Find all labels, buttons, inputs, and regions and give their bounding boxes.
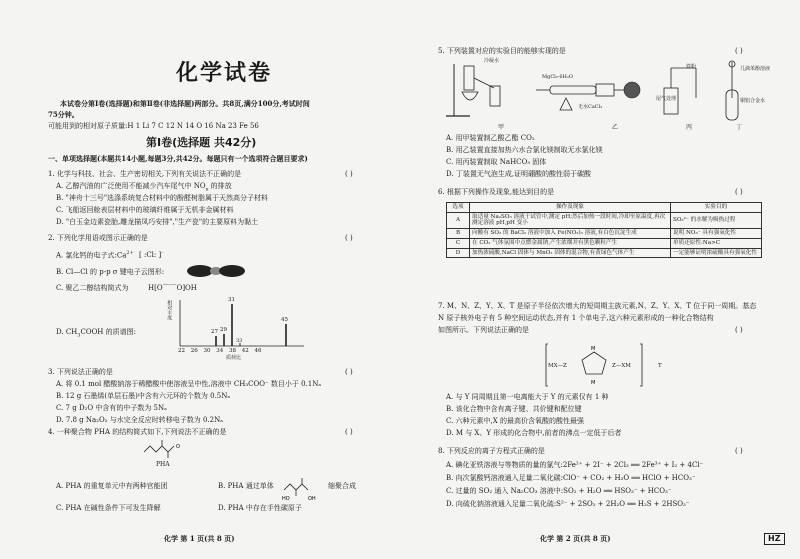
table-cell: 取适量 Na₂SO₃ 溶液于试管中,测定 pH;然后加热一段时间,冷却至原温度,再次测定溶液 pH,pH 变小 (470, 212, 671, 228)
svg-text:HO: HO (282, 496, 290, 502)
q2-option-d: D. $CH_3COOH$ 的质谱图: (56, 328, 136, 339)
q1-option-b: B. "神舟十三号"选涤系统复合材料中的酚醛树脂属于天然高分子材料 (56, 194, 269, 202)
q7-paren: ( ) (735, 326, 743, 334)
ms-label-33: 33 (236, 338, 243, 344)
fig-label-bing: 丙 (686, 124, 693, 131)
intro-line-1: 本试卷分第Ⅰ卷(选择题)和第Ⅱ卷(非选择题)两部分。共8页,满分100分,考试时间 (60, 99, 310, 108)
table-cell: 一定能够证明浓硫酸具有强氧化性 (671, 248, 762, 258)
q7-stem-2: N 原子核外电子有 5 种空间运动状态,并有 1 个单电子,这六种元素形成的一种化合物结构 (438, 314, 714, 322)
table-row (447, 212, 762, 228)
table-row (447, 229, 762, 239)
q4-option-b: B. PHA 通过单体 (218, 482, 274, 490)
q1-option-a: A. 乙醇汽油的广泛使用不能减少汽车尾气中 $NO_x$ 的排放 (56, 182, 232, 193)
q7-struct-left: MX—Z (548, 363, 567, 369)
q7-option-a: A. 与 Y 同周期且第一电离能大于 Y 的元素仅有 1 种 (446, 393, 609, 401)
q1-paren: ( ) (345, 170, 353, 178)
q5-option-a: A. 用甲装置制乙酸乙酯 CO₂ (446, 134, 535, 142)
q4-stem: 4. 一种聚合物 PHA 的结构简式如下,下列说法不正确的是 (48, 428, 227, 436)
q8-option-c: C. 过量的 SO₂ 通入 Na₂CO₃ 溶液中:SO₂ + H₂O ══ HSO₃⁻ + HCO₃⁻ (446, 487, 672, 495)
ms-label-31: 31 (228, 297, 235, 303)
table-cell: 在 CO₂ 气体氛围中点燃金属钠,产生浓烟并有黑色颗粒产生 (470, 238, 671, 248)
fig-note-condenser: 冷凝水 (484, 58, 500, 64)
q2-option-a: A. 氯化钙的电子式$:Ca^{2+}$ [ :Cl: ]- (56, 250, 163, 260)
sigma-bond-orbital-icon (186, 263, 246, 279)
q3-option-a: A. 将 0.1 mol 醋酸钠溶于稀醋酸中使溶液呈中性,溶液中 CH₃COO⁻ 数目小于 0.1Nₐ (56, 380, 322, 388)
q2-option-b: B. Cl—Cl 的 p-p σ 键电子云图形: (56, 268, 165, 276)
q7-struct-t: T (658, 363, 662, 369)
svg-text:O: O (176, 444, 180, 450)
table-cell: 向酸有 SO₂ 的 BaCl₂ 溶液中加入 Fe(NO₃)₃ 溶液,有白色沉淀生成 (470, 229, 671, 239)
svg-text:M: M (591, 380, 596, 386)
fig-label-yi: 乙 (612, 124, 619, 131)
q2-stem: 2. 下列化学用语或图示正确的是 (48, 234, 148, 242)
mc-header: 一、单项选择题(本题共14小题,每题3分,共42分。每题只有一个选项符合题目要求) (48, 154, 308, 163)
q7-option-c: C. 六种元素中,X 的最高价含氧酸的酸性最强 (446, 417, 584, 425)
table-header-cell: 操作及现象 (470, 203, 671, 213)
q4-option-c: C. PHA 在碱性条件下可发生降解 (56, 504, 161, 512)
hz-badge: HZ (764, 533, 785, 545)
q7-option-b: B. 该化合物中含有离子键、共价键和配位键 (446, 405, 582, 413)
fig-label-jia: 甲 (498, 124, 505, 131)
table-cell: 单质还原性:Na>C (671, 238, 762, 248)
q2-paren: ( ) (345, 234, 353, 242)
ms-label-45: 45 (281, 317, 288, 323)
intro-line-2: 75分钟。 (48, 110, 79, 119)
ms-ylabel: 相对丰度 (166, 300, 173, 320)
q4-option-d: D. PHA 中存在手性碳原子 (218, 504, 302, 512)
exam-title: 化学试卷 (176, 61, 273, 86)
q6-paren: ( ) (735, 188, 743, 196)
fig-note-alloy: 铜铝合金水 (740, 98, 766, 104)
table-cell: B (447, 229, 470, 239)
apparatus-figures (440, 58, 770, 130)
ms-xlabel: 质荷比 (226, 355, 242, 361)
table-row (447, 238, 762, 248)
table-header-cell: 选项 (447, 203, 470, 213)
q6-table (446, 202, 762, 258)
ms-ticks: 22 26 30 34 38 42 46 (178, 348, 262, 354)
table-cell: C (447, 238, 470, 248)
fig-note-phenol: 几滴苯酚溶液 (740, 66, 771, 72)
q3-paren: ( ) (345, 368, 353, 376)
table-header-row (447, 203, 762, 213)
q7-struct-right: Z—XM (612, 363, 631, 369)
q8-option-d: D. 向硫化钠溶液通入足量二氧化硫:S²⁻ + 2SO₂ + 2H₂O ══ H₂S + 2HSO₃⁻ (446, 500, 690, 508)
table-cell: A (447, 212, 470, 228)
table-row (447, 248, 762, 258)
q7-stem-3: 如图所示。下列说法正确的是 (438, 326, 529, 334)
q3-option-b: B. 12 g 石墨烯(单层石墨)中含有六元环的个数为 0.5Nₐ (56, 392, 231, 400)
q8-option-a: A. 碘化亚铁溶液与等物质的量的氯气:2Fe²⁺ + 2I⁻ + 2Cl₂ ══ 2Fe³⁺ + I₂ + 4Cl⁻ (446, 461, 704, 469)
q1-option-d: D. "白玉金边素瓷胎,雕龙描凤巧安排","生产瓷"的主要原料为黏土 (56, 218, 259, 226)
ms-label-27: 27 (211, 329, 218, 335)
fig-note-cacl2: 无水CaCl₂ (578, 104, 603, 110)
fig-note-iron: 铁粉 (686, 64, 697, 70)
q4-option-b-end: 缩聚合成 (328, 482, 356, 490)
fig-label-ding: 丁 (736, 124, 743, 131)
pha-label: PHA (156, 461, 170, 468)
table-cell: 加热浓硫酸,NaCl 固体与 MnO₂ 固体的混合物,有黄绿色气体产生 (470, 248, 671, 258)
q2-option-c: C. 聚乙二醇结构简式为 (56, 284, 129, 292)
q3-stem: 3. 下列说法正确的是 (48, 368, 113, 376)
q1-stem: 1. 化学与科技、社会、生产密切相关,下列有关说法不正确的是 (48, 170, 242, 178)
q1-option-c: C. 飞船返回舱表层材料中的玻璃纤维属于无机非金属材料 (56, 206, 234, 214)
pha-structure (140, 438, 190, 462)
q8-option-b: B. 向次氯酸钙溶液通入足量二氧化碳:ClO⁻ + CO₂ + H₂O ══ HClO + HCO₃⁻ (446, 474, 696, 482)
q3-option-d: D. 7.8 g Na₂O₂ 与水完全反应时转移电子数为 0.2Nₐ (56, 416, 223, 424)
q5-option-c: C. 用丙装置制取 NaHCO₃ 固体 (446, 158, 547, 166)
q6-stem: 6. 根据下列操作及现象,能达到目的是 (438, 188, 555, 196)
page-footer-1: 化学 第 1 页(共 8 页) (164, 534, 235, 543)
atomic-masses: 可能用到的相对原子质量:H 1 Li 7 C 12 N 14 O 16 Na 23 Fe 56 (48, 122, 259, 130)
table-header-cell: 实验目的 (671, 203, 762, 213)
q8-paren: ( ) (735, 447, 743, 455)
section-title: 第Ⅰ卷(选择题 共42分) (146, 136, 257, 149)
q3-option-c: C. 7 g D₂O 中含有的中子数为 5Nₐ (56, 404, 167, 412)
q5-paren: ( ) (735, 47, 743, 55)
q4-option-a: A. PHA 的重复单元中有两种官能团 (56, 482, 168, 490)
svg-text:M: M (591, 346, 596, 352)
table-cell: 说明 NO₃⁻ 具有强氧化性 (671, 229, 762, 239)
q7-option-d: D. M 与 X、Y 形成的化合物中,前者的沸点一定低于后者 (446, 429, 622, 437)
table-cell: D (447, 248, 470, 258)
q5-option-b: B. 用乙装置直接加热六水合氯化镁制取无水氯化镁 (446, 146, 603, 154)
monomer-structure (280, 474, 320, 502)
right-page (400, 0, 800, 559)
q5-stem: 5. 下列装置对应的实验目的能够实现的是 (438, 47, 566, 55)
q7-stem-1: 7. M、N、Z、Y、X、T 是原子半径依次增大的短周期主族元素,N、Z、Y、X、T 位于同一周期。基态 (438, 302, 757, 310)
q4-paren: ( ) (345, 428, 353, 436)
q8-stem: 8. 下列反应的离子方程式正确的是 (438, 447, 545, 455)
fig-note-mgcl2: MgCl₂·6H₂O (542, 74, 573, 80)
fig-note-tail: 尾气处理 (656, 96, 677, 102)
svg-text:OH: OH (308, 496, 316, 502)
q5-option-d: D. 丁装置无气泡生成,证明硼酸的酸性弱于碳酸 (446, 170, 592, 178)
table-cell: SO₃²⁻ 的水解为吸热过程 (671, 212, 762, 228)
q2-c-formula: H[O⌒⌒O]OH (148, 284, 197, 292)
ms-label-29: 29 (220, 327, 227, 333)
page-footer-2: 化学 第 2 页(共 8 页) (540, 534, 611, 543)
